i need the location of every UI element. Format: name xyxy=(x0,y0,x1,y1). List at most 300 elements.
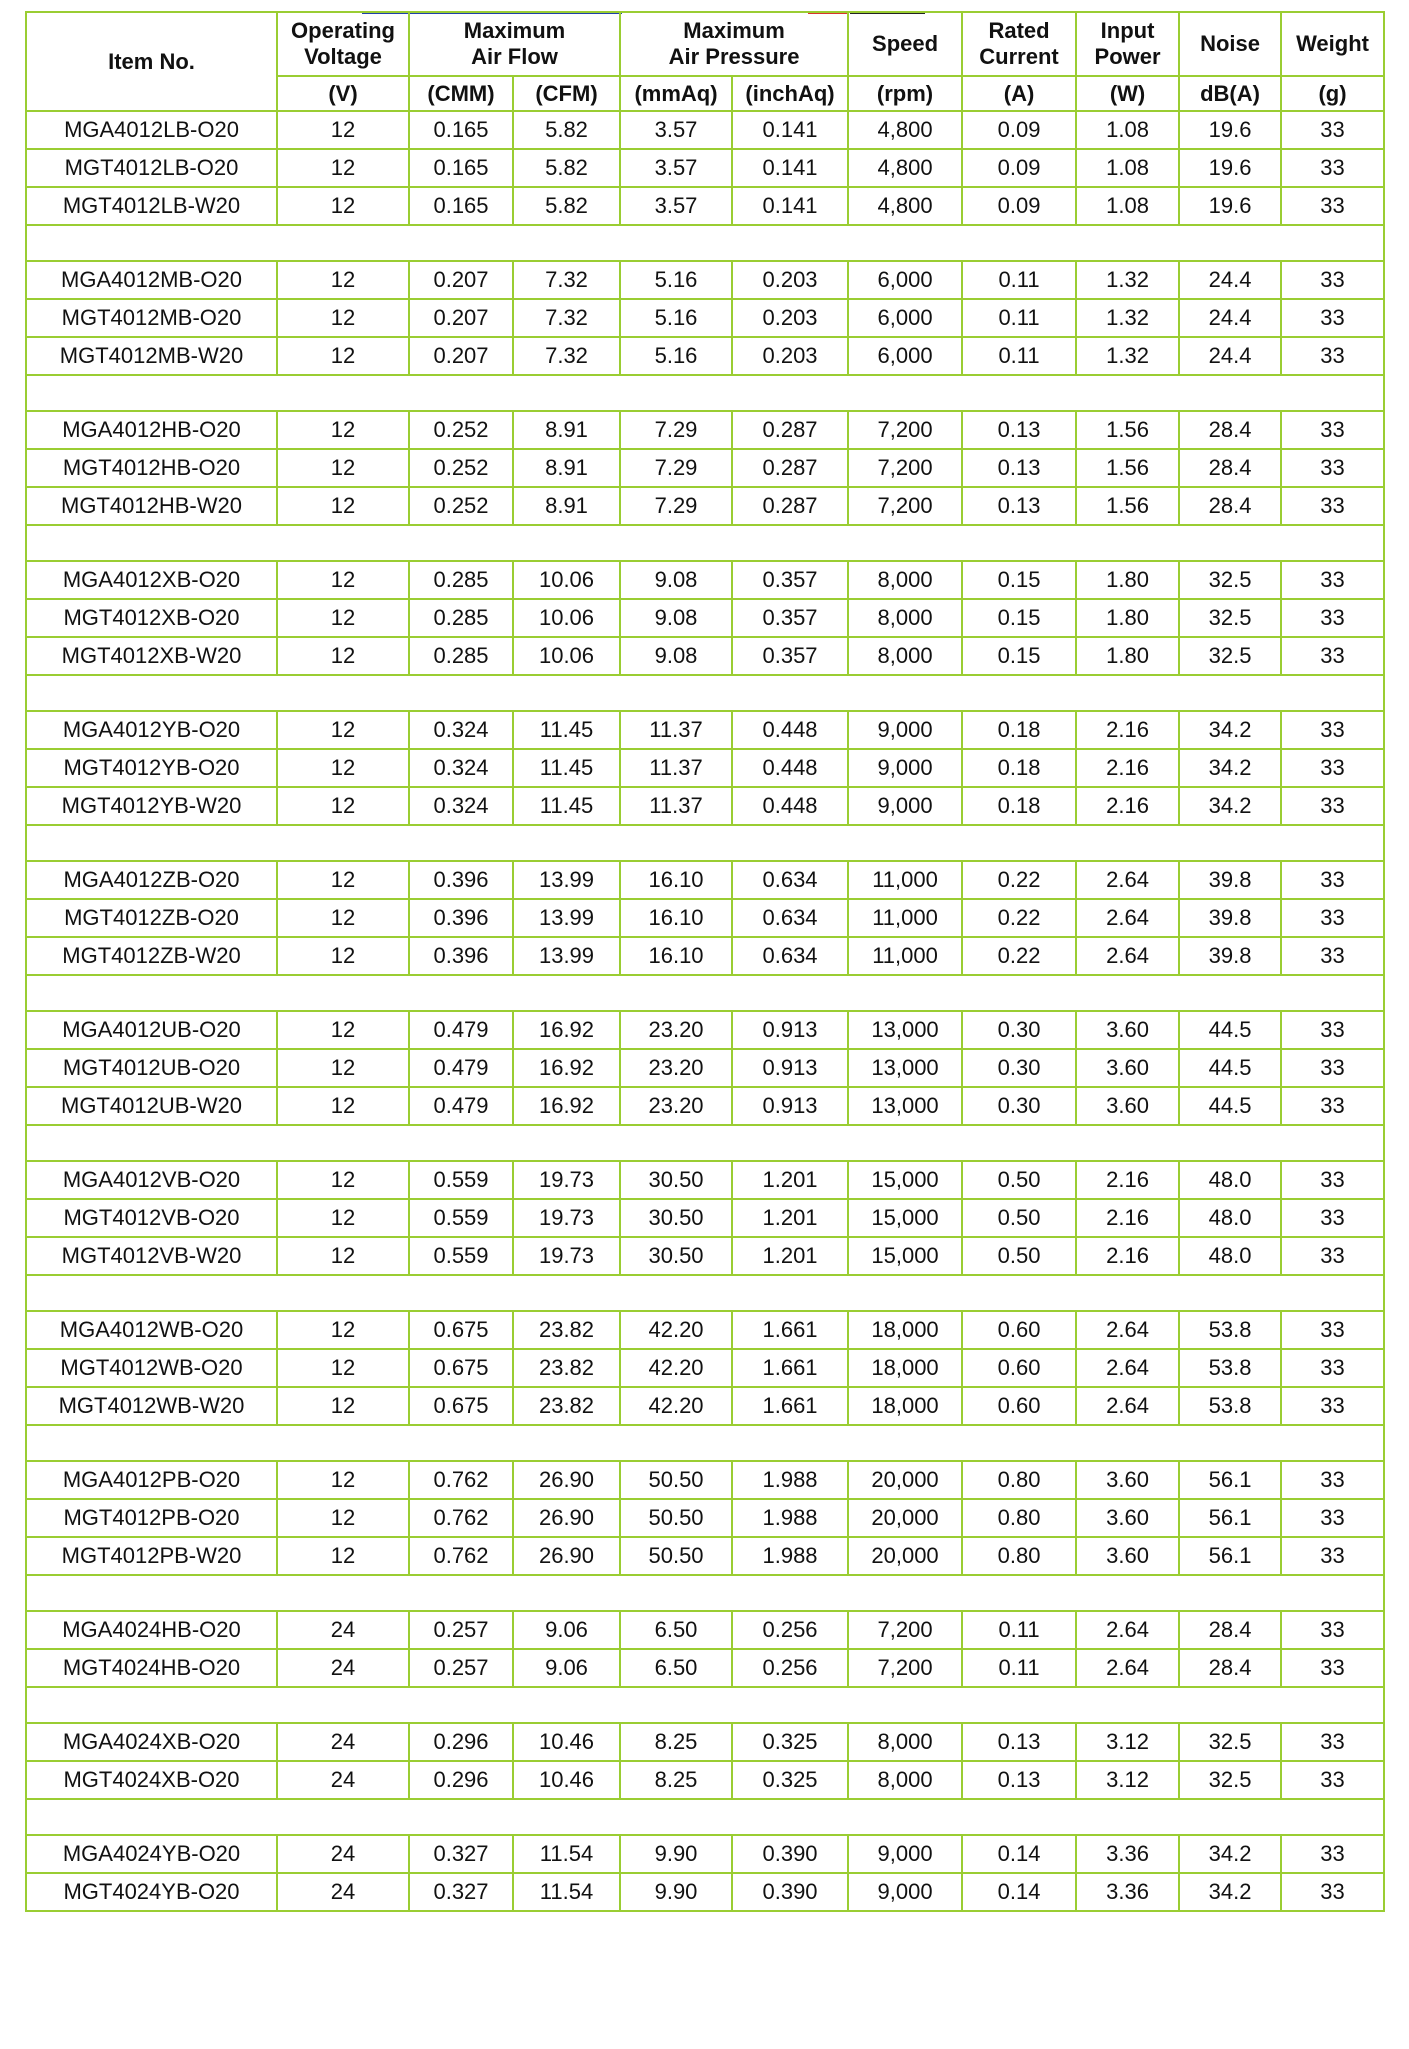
cell-mmaq: 50.50 xyxy=(620,1499,732,1537)
cell-cfm: 5.82 xyxy=(513,149,620,187)
cell-power: 1.32 xyxy=(1076,299,1179,337)
cell-cfm: 7.32 xyxy=(513,261,620,299)
cell-item-no: MGT4012UB-O20 xyxy=(26,1049,277,1087)
table-row xyxy=(26,1537,1384,1575)
unit-watts: (W) xyxy=(1076,76,1179,111)
cell-power: 3.60 xyxy=(1076,1461,1179,1499)
table-row xyxy=(26,1611,1384,1649)
cell-current: 0.11 xyxy=(962,261,1076,299)
cell-cfm: 13.99 xyxy=(513,899,620,937)
cell-voltage: 12 xyxy=(277,1049,409,1087)
cell-current: 0.60 xyxy=(962,1311,1076,1349)
cell-power: 3.60 xyxy=(1076,1049,1179,1087)
unit-inchaq: (inchAq) xyxy=(732,76,848,111)
unit-dba: dB(A) xyxy=(1179,76,1281,111)
cell-power: 2.64 xyxy=(1076,1311,1179,1349)
group-spacer xyxy=(26,1125,1384,1161)
cell-noise: 34.2 xyxy=(1179,1873,1281,1911)
cell-voltage: 12 xyxy=(277,787,409,825)
cell-cfm: 10.06 xyxy=(513,561,620,599)
cell-mmaq: 5.16 xyxy=(620,299,732,337)
cell-cfm: 5.82 xyxy=(513,111,620,149)
cell-mmaq: 23.20 xyxy=(620,1049,732,1087)
cell-cfm: 11.54 xyxy=(513,1873,620,1911)
cell-speed: 7,200 xyxy=(848,1611,962,1649)
cell-power: 1.56 xyxy=(1076,411,1179,449)
header-rated-current: Rated Current xyxy=(962,12,1076,76)
cell-voltage: 12 xyxy=(277,1349,409,1387)
cell-voltage: 12 xyxy=(277,861,409,899)
cell-voltage: 12 xyxy=(277,1499,409,1537)
table-row xyxy=(26,187,1384,225)
cell-speed: 13,000 xyxy=(848,1049,962,1087)
cell-item-no: MGT4012ZB-W20 xyxy=(26,937,277,975)
cell-cmm: 0.479 xyxy=(409,1049,513,1087)
cell-cfm: 10.06 xyxy=(513,599,620,637)
cell-weight: 33 xyxy=(1281,711,1384,749)
header-operating-voltage: Operating Voltage xyxy=(277,12,409,76)
cell-speed: 18,000 xyxy=(848,1311,962,1349)
cell-inchaq: 1.661 xyxy=(732,1387,848,1425)
cell-weight: 33 xyxy=(1281,1649,1384,1687)
spacer-cell xyxy=(26,1687,1384,1723)
cell-speed: 4,800 xyxy=(848,187,962,225)
cell-speed: 8,000 xyxy=(848,1761,962,1799)
cell-item-no: MGA4012MB-O20 xyxy=(26,261,277,299)
cell-speed: 6,000 xyxy=(848,299,962,337)
table-row xyxy=(26,561,1384,599)
cell-cmm: 0.327 xyxy=(409,1835,513,1873)
cell-speed: 9,000 xyxy=(848,1873,962,1911)
fan-spec-table xyxy=(25,11,1385,1912)
cell-power: 2.16 xyxy=(1076,1199,1179,1237)
cell-inchaq: 0.203 xyxy=(732,299,848,337)
cell-noise: 32.5 xyxy=(1179,599,1281,637)
group-spacer xyxy=(26,1799,1384,1835)
cell-voltage: 12 xyxy=(277,487,409,525)
cell-weight: 33 xyxy=(1281,599,1384,637)
cell-noise: 24.4 xyxy=(1179,337,1281,375)
cell-cmm: 0.165 xyxy=(409,149,513,187)
cell-inchaq: 0.390 xyxy=(732,1835,848,1873)
cell-cmm: 0.324 xyxy=(409,787,513,825)
cell-item-no: MGA4012WB-O20 xyxy=(26,1311,277,1349)
cell-voltage: 12 xyxy=(277,1237,409,1275)
cell-noise: 44.5 xyxy=(1179,1049,1281,1087)
cell-voltage: 24 xyxy=(277,1723,409,1761)
cell-item-no: MGT4012HB-W20 xyxy=(26,487,277,525)
cell-inchaq: 0.448 xyxy=(732,787,848,825)
table-row xyxy=(26,1011,1384,1049)
table-row xyxy=(26,599,1384,637)
spacer-cell xyxy=(26,675,1384,711)
cell-cmm: 0.559 xyxy=(409,1161,513,1199)
cell-item-no: MGT4012ZB-O20 xyxy=(26,899,277,937)
cell-cmm: 0.327 xyxy=(409,1873,513,1911)
cell-item-no: MGT4012LB-W20 xyxy=(26,187,277,225)
cell-inchaq: 0.913 xyxy=(732,1011,848,1049)
cell-weight: 33 xyxy=(1281,1499,1384,1537)
cell-cmm: 0.559 xyxy=(409,1199,513,1237)
cell-voltage: 12 xyxy=(277,449,409,487)
cell-mmaq: 30.50 xyxy=(620,1199,732,1237)
cell-mmaq: 7.29 xyxy=(620,487,732,525)
cell-weight: 33 xyxy=(1281,1011,1384,1049)
cell-item-no: MGT4024XB-O20 xyxy=(26,1761,277,1799)
unit-cfm: (CFM) xyxy=(513,76,620,111)
cell-cmm: 0.285 xyxy=(409,561,513,599)
cell-mmaq: 16.10 xyxy=(620,899,732,937)
cell-current: 0.11 xyxy=(962,299,1076,337)
cell-weight: 33 xyxy=(1281,487,1384,525)
cell-voltage: 12 xyxy=(277,411,409,449)
table-body xyxy=(26,111,1384,1911)
cell-inchaq: 1.988 xyxy=(732,1499,848,1537)
cell-current: 0.14 xyxy=(962,1873,1076,1911)
cell-weight: 33 xyxy=(1281,1349,1384,1387)
group-spacer xyxy=(26,975,1384,1011)
cell-noise: 48.0 xyxy=(1179,1199,1281,1237)
cell-weight: 33 xyxy=(1281,1049,1384,1087)
cell-noise: 28.4 xyxy=(1179,449,1281,487)
cell-weight: 33 xyxy=(1281,299,1384,337)
cell-current: 0.18 xyxy=(962,787,1076,825)
cell-weight: 33 xyxy=(1281,1087,1384,1125)
cell-current: 0.13 xyxy=(962,449,1076,487)
cell-speed: 9,000 xyxy=(848,787,962,825)
cell-item-no: MGT4012VB-O20 xyxy=(26,1199,277,1237)
cell-inchaq: 1.201 xyxy=(732,1161,848,1199)
cell-item-no: MGA4024HB-O20 xyxy=(26,1611,277,1649)
cell-power: 2.64 xyxy=(1076,1387,1179,1425)
cell-item-no: MGT4012YB-O20 xyxy=(26,749,277,787)
cell-speed: 7,200 xyxy=(848,449,962,487)
cell-current: 0.22 xyxy=(962,899,1076,937)
cell-cmm: 0.762 xyxy=(409,1537,513,1575)
cell-cfm: 11.45 xyxy=(513,711,620,749)
cell-weight: 33 xyxy=(1281,1835,1384,1873)
cell-mmaq: 6.50 xyxy=(620,1649,732,1687)
cell-voltage: 12 xyxy=(277,187,409,225)
cell-noise: 24.4 xyxy=(1179,299,1281,337)
cell-cfm: 9.06 xyxy=(513,1649,620,1687)
cell-current: 0.60 xyxy=(962,1349,1076,1387)
table-row xyxy=(26,1761,1384,1799)
table-row xyxy=(26,149,1384,187)
table-row xyxy=(26,299,1384,337)
cell-current: 0.13 xyxy=(962,487,1076,525)
cell-noise: 44.5 xyxy=(1179,1087,1281,1125)
cell-cmm: 0.207 xyxy=(409,337,513,375)
cell-inchaq: 0.325 xyxy=(732,1723,848,1761)
cell-inchaq: 0.390 xyxy=(732,1873,848,1911)
cell-weight: 33 xyxy=(1281,1161,1384,1199)
cell-noise: 19.6 xyxy=(1179,149,1281,187)
cell-mmaq: 50.50 xyxy=(620,1537,732,1575)
cell-item-no: MGT4012UB-W20 xyxy=(26,1087,277,1125)
cell-current: 0.11 xyxy=(962,1611,1076,1649)
cell-cfm: 23.82 xyxy=(513,1311,620,1349)
cell-item-no: MGT4012WB-W20 xyxy=(26,1387,277,1425)
cell-weight: 33 xyxy=(1281,637,1384,675)
cell-voltage: 12 xyxy=(277,637,409,675)
cell-mmaq: 16.10 xyxy=(620,937,732,975)
cell-mmaq: 9.08 xyxy=(620,599,732,637)
cell-power: 1.32 xyxy=(1076,337,1179,375)
cell-weight: 33 xyxy=(1281,337,1384,375)
cell-current: 0.22 xyxy=(962,937,1076,975)
table-row xyxy=(26,711,1384,749)
cell-mmaq: 42.20 xyxy=(620,1349,732,1387)
table-row xyxy=(26,1499,1384,1537)
cell-inchaq: 0.634 xyxy=(732,899,848,937)
cell-cmm: 0.165 xyxy=(409,111,513,149)
cell-inchaq: 1.661 xyxy=(732,1349,848,1387)
cell-speed: 9,000 xyxy=(848,1835,962,1873)
table-row xyxy=(26,749,1384,787)
group-spacer xyxy=(26,1687,1384,1723)
cell-inchaq: 0.448 xyxy=(732,749,848,787)
cell-cfm: 26.90 xyxy=(513,1461,620,1499)
group-spacer xyxy=(26,675,1384,711)
cell-noise: 32.5 xyxy=(1179,637,1281,675)
cell-mmaq: 16.10 xyxy=(620,861,732,899)
cell-noise: 44.5 xyxy=(1179,1011,1281,1049)
cell-mmaq: 3.57 xyxy=(620,187,732,225)
table-row xyxy=(26,861,1384,899)
cell-voltage: 12 xyxy=(277,1537,409,1575)
cell-item-no: MGT4012VB-W20 xyxy=(26,1237,277,1275)
group-spacer xyxy=(26,1275,1384,1311)
spacer-cell xyxy=(26,225,1384,261)
cell-voltage: 12 xyxy=(277,899,409,937)
cell-mmaq: 30.50 xyxy=(620,1161,732,1199)
table-row xyxy=(26,1087,1384,1125)
table-row xyxy=(26,411,1384,449)
table-row xyxy=(26,487,1384,525)
cell-mmaq: 7.29 xyxy=(620,411,732,449)
cell-speed: 18,000 xyxy=(848,1387,962,1425)
spacer-cell xyxy=(26,825,1384,861)
cell-cfm: 10.06 xyxy=(513,637,620,675)
cell-voltage: 24 xyxy=(277,1761,409,1799)
cell-power: 2.16 xyxy=(1076,787,1179,825)
cell-current: 0.80 xyxy=(962,1537,1076,1575)
cell-speed: 7,200 xyxy=(848,411,962,449)
table-row xyxy=(26,1387,1384,1425)
cell-inchaq: 0.287 xyxy=(732,449,848,487)
cell-cmm: 0.285 xyxy=(409,637,513,675)
cell-weight: 33 xyxy=(1281,411,1384,449)
cell-current: 0.80 xyxy=(962,1499,1076,1537)
cell-cfm: 8.91 xyxy=(513,487,620,525)
cell-noise: 32.5 xyxy=(1179,561,1281,599)
table-row xyxy=(26,1199,1384,1237)
cell-cfm: 26.90 xyxy=(513,1537,620,1575)
cell-item-no: MGA4012PB-O20 xyxy=(26,1461,277,1499)
cell-cmm: 0.559 xyxy=(409,1237,513,1275)
cell-mmaq: 23.20 xyxy=(620,1011,732,1049)
cell-voltage: 12 xyxy=(277,749,409,787)
cell-power: 2.16 xyxy=(1076,1237,1179,1275)
cell-speed: 20,000 xyxy=(848,1537,962,1575)
cell-cfm: 13.99 xyxy=(513,937,620,975)
cell-power: 3.60 xyxy=(1076,1537,1179,1575)
cell-power: 3.60 xyxy=(1076,1011,1179,1049)
cell-noise: 28.4 xyxy=(1179,1611,1281,1649)
cell-cfm: 19.73 xyxy=(513,1161,620,1199)
cell-power: 2.64 xyxy=(1076,1611,1179,1649)
cell-voltage: 24 xyxy=(277,1611,409,1649)
table-row xyxy=(26,1873,1384,1911)
cell-current: 0.50 xyxy=(962,1237,1076,1275)
cell-cfm: 11.54 xyxy=(513,1835,620,1873)
cell-current: 0.13 xyxy=(962,1761,1076,1799)
cell-current: 0.09 xyxy=(962,149,1076,187)
cell-noise: 32.5 xyxy=(1179,1723,1281,1761)
cell-weight: 33 xyxy=(1281,899,1384,937)
cell-noise: 39.8 xyxy=(1179,937,1281,975)
cell-noise: 19.6 xyxy=(1179,187,1281,225)
cell-inchaq: 1.201 xyxy=(732,1237,848,1275)
spacer-cell xyxy=(26,375,1384,411)
cell-cmm: 0.675 xyxy=(409,1311,513,1349)
cell-cmm: 0.675 xyxy=(409,1349,513,1387)
cell-cmm: 0.762 xyxy=(409,1461,513,1499)
cell-voltage: 12 xyxy=(277,299,409,337)
cell-speed: 4,800 xyxy=(848,149,962,187)
cell-item-no: MGT4012XB-W20 xyxy=(26,637,277,675)
cell-noise: 53.8 xyxy=(1179,1387,1281,1425)
cell-cmm: 0.257 xyxy=(409,1649,513,1687)
cell-item-no: MGA4024YB-O20 xyxy=(26,1835,277,1873)
cell-current: 0.30 xyxy=(962,1011,1076,1049)
cell-cfm: 11.45 xyxy=(513,749,620,787)
cell-current: 0.11 xyxy=(962,337,1076,375)
group-spacer xyxy=(26,525,1384,561)
cell-power: 3.12 xyxy=(1076,1723,1179,1761)
cell-noise: 48.0 xyxy=(1179,1237,1281,1275)
cell-item-no: MGT4012YB-W20 xyxy=(26,787,277,825)
cell-power: 1.56 xyxy=(1076,487,1179,525)
cell-current: 0.15 xyxy=(962,599,1076,637)
header-input-power: Input Power xyxy=(1076,12,1179,76)
cell-current: 0.13 xyxy=(962,411,1076,449)
cell-noise: 24.4 xyxy=(1179,261,1281,299)
cell-cfm: 19.73 xyxy=(513,1237,620,1275)
cell-power: 1.32 xyxy=(1076,261,1179,299)
cell-item-no: MGT4012HB-O20 xyxy=(26,449,277,487)
cell-speed: 7,200 xyxy=(848,1649,962,1687)
cell-current: 0.30 xyxy=(962,1087,1076,1125)
cell-weight: 33 xyxy=(1281,1761,1384,1799)
cell-voltage: 12 xyxy=(277,561,409,599)
cell-power: 2.64 xyxy=(1076,1649,1179,1687)
cell-inchaq: 0.256 xyxy=(732,1611,848,1649)
cell-item-no: MGA4012HB-O20 xyxy=(26,411,277,449)
cell-voltage: 24 xyxy=(277,1873,409,1911)
spacer-cell xyxy=(26,1425,1384,1461)
cell-inchaq: 0.325 xyxy=(732,1761,848,1799)
cell-cmm: 0.762 xyxy=(409,1499,513,1537)
cell-current: 0.22 xyxy=(962,861,1076,899)
table-row xyxy=(26,1311,1384,1349)
cell-mmaq: 8.25 xyxy=(620,1723,732,1761)
cell-inchaq: 0.634 xyxy=(732,937,848,975)
cell-cmm: 0.324 xyxy=(409,749,513,787)
table-row xyxy=(26,261,1384,299)
cell-noise: 34.2 xyxy=(1179,711,1281,749)
cell-voltage: 24 xyxy=(277,1649,409,1687)
unit-voltage: (V) xyxy=(277,76,409,111)
unit-mmaq: (mmAq) xyxy=(620,76,732,111)
table-row xyxy=(26,1835,1384,1873)
cell-power: 3.12 xyxy=(1076,1761,1179,1799)
cell-power: 2.16 xyxy=(1076,711,1179,749)
cell-noise: 48.0 xyxy=(1179,1161,1281,1199)
table-row xyxy=(26,787,1384,825)
cell-item-no: MGT4024HB-O20 xyxy=(26,1649,277,1687)
cell-noise: 56.1 xyxy=(1179,1499,1281,1537)
cell-voltage: 12 xyxy=(277,937,409,975)
cell-mmaq: 50.50 xyxy=(620,1461,732,1499)
cell-voltage: 12 xyxy=(277,149,409,187)
cell-speed: 8,000 xyxy=(848,637,962,675)
cell-item-no: MGT4012LB-O20 xyxy=(26,149,277,187)
cell-mmaq: 3.57 xyxy=(620,149,732,187)
cell-current: 0.30 xyxy=(962,1049,1076,1087)
cell-noise: 56.1 xyxy=(1179,1461,1281,1499)
group-spacer xyxy=(26,375,1384,411)
cell-power: 1.80 xyxy=(1076,637,1179,675)
cell-current: 0.80 xyxy=(962,1461,1076,1499)
cell-weight: 33 xyxy=(1281,1461,1384,1499)
cell-item-no: MGT4012XB-O20 xyxy=(26,599,277,637)
cell-weight: 33 xyxy=(1281,261,1384,299)
table-row xyxy=(26,449,1384,487)
cell-current: 0.50 xyxy=(962,1199,1076,1237)
cell-speed: 8,000 xyxy=(848,599,962,637)
cell-item-no: MGA4012XB-O20 xyxy=(26,561,277,599)
cell-voltage: 12 xyxy=(277,1311,409,1349)
cell-inchaq: 0.357 xyxy=(732,637,848,675)
cell-item-no: MGA4012ZB-O20 xyxy=(26,861,277,899)
cell-voltage: 12 xyxy=(277,337,409,375)
cell-voltage: 12 xyxy=(277,1461,409,1499)
cell-mmaq: 23.20 xyxy=(620,1087,732,1125)
cell-noise: 39.8 xyxy=(1179,899,1281,937)
cell-weight: 33 xyxy=(1281,1611,1384,1649)
spacer-cell xyxy=(26,525,1384,561)
unit-cmm: (CMM) xyxy=(409,76,513,111)
cell-weight: 33 xyxy=(1281,111,1384,149)
cell-mmaq: 6.50 xyxy=(620,1611,732,1649)
cell-weight: 33 xyxy=(1281,561,1384,599)
cell-noise: 39.8 xyxy=(1179,861,1281,899)
cell-mmaq: 5.16 xyxy=(620,261,732,299)
cell-weight: 33 xyxy=(1281,937,1384,975)
cell-cfm: 26.90 xyxy=(513,1499,620,1537)
cell-power: 1.08 xyxy=(1076,111,1179,149)
spacer-cell xyxy=(26,1575,1384,1611)
cell-weight: 33 xyxy=(1281,449,1384,487)
cell-power: 1.08 xyxy=(1076,187,1179,225)
cell-power: 2.16 xyxy=(1076,1161,1179,1199)
cell-cfm: 9.06 xyxy=(513,1611,620,1649)
cell-cmm: 0.479 xyxy=(409,1087,513,1125)
header-item-no: Item No. xyxy=(26,12,277,111)
cell-voltage: 12 xyxy=(277,261,409,299)
